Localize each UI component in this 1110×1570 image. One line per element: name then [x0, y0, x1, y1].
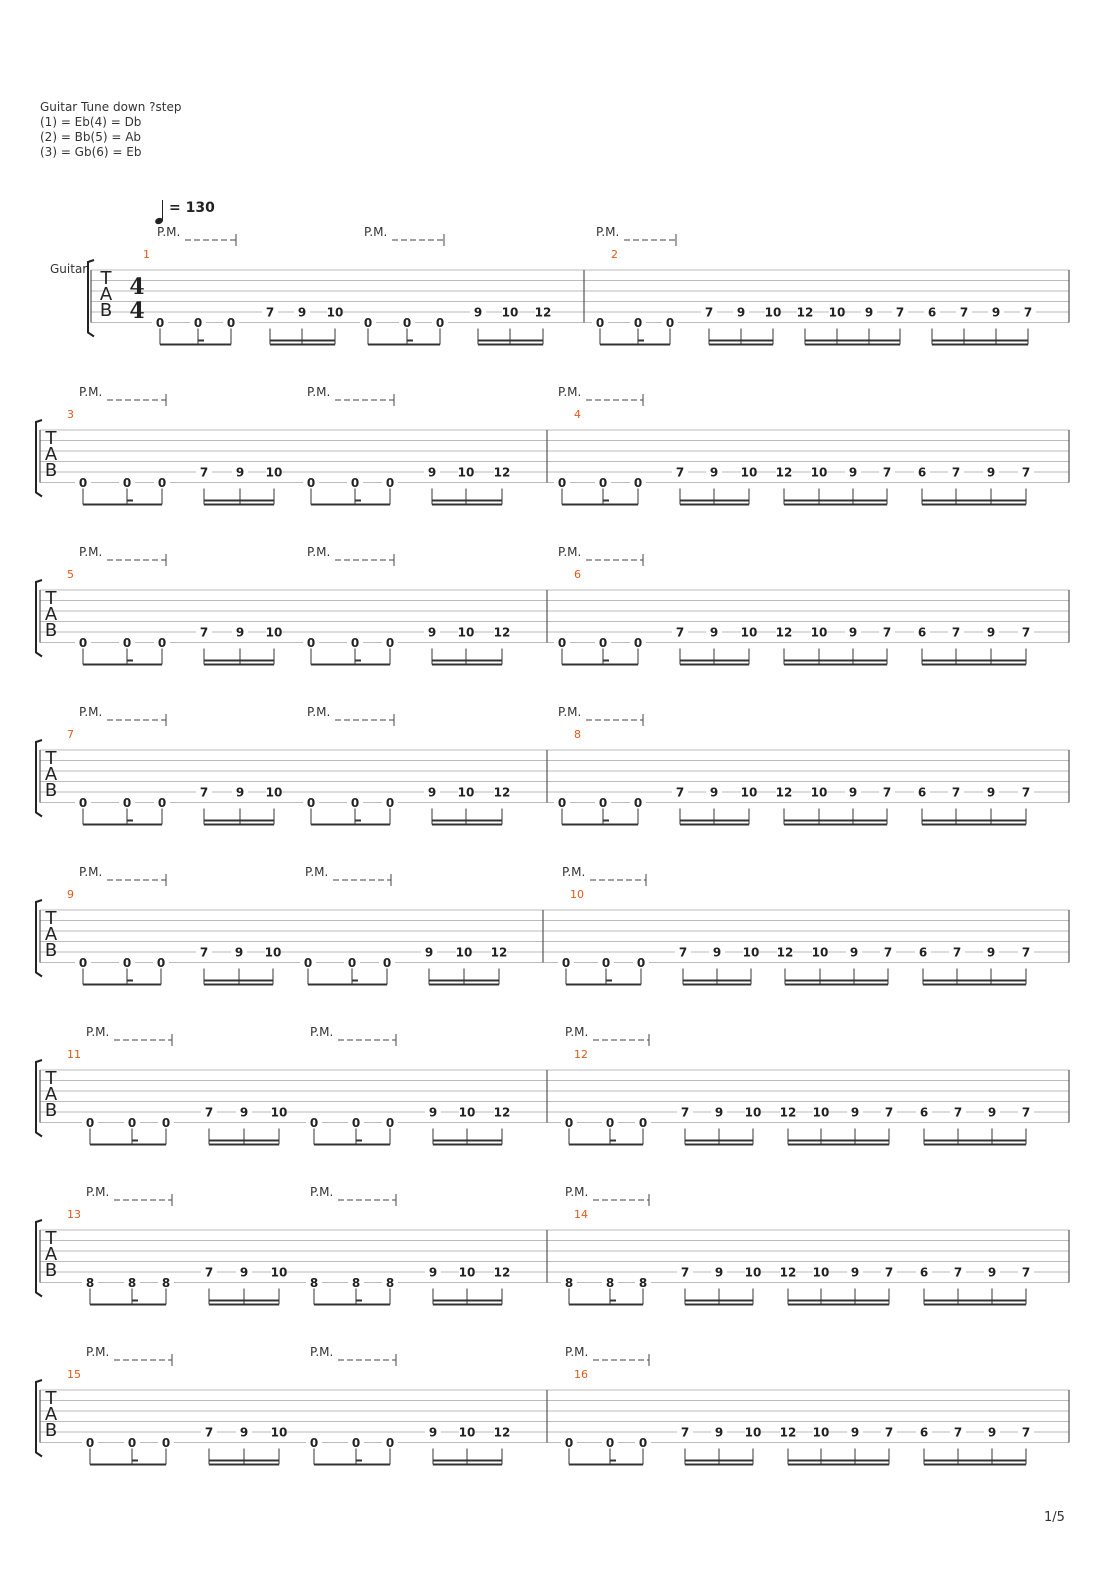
fret-number: 10: [810, 465, 828, 480]
fret-number: 0: [303, 956, 313, 970]
fret-number: 10: [457, 625, 475, 640]
fret-number: 0: [564, 1116, 574, 1130]
tuning-line: Guitar Tune down ?step: [40, 100, 182, 114]
fret-number: 9: [428, 1105, 438, 1120]
system-brace: [36, 740, 42, 817]
tab-letter: A: [44, 1404, 58, 1425]
fret-number: 7: [953, 1265, 963, 1280]
fret-number: 9: [709, 785, 719, 800]
tab-letter: T: [100, 268, 112, 289]
palm-mute-label: P.M.: [307, 705, 331, 719]
fret-number: 10: [742, 945, 760, 960]
fret-number: 10: [811, 945, 829, 960]
fret-number: 0: [226, 316, 236, 330]
fret-number: 0: [127, 1436, 137, 1450]
fret-number: 9: [235, 785, 245, 800]
fret-number: 8: [385, 1276, 395, 1290]
measure-number: 5: [67, 568, 74, 581]
fret-number: 7: [204, 1105, 214, 1120]
measure-number: 3: [67, 408, 74, 421]
fret-number: 0: [382, 956, 392, 970]
tab-letter: T: [45, 428, 57, 449]
fret-number: 0: [127, 1116, 137, 1130]
fret-number: 10: [458, 1105, 476, 1120]
palm-mute-label: P.M.: [79, 865, 103, 879]
fret-number: 0: [402, 316, 412, 330]
fret-number: 10: [455, 945, 473, 960]
fret-number: 9: [234, 945, 244, 960]
fret-number: 7: [895, 305, 905, 320]
fret-number: 7: [675, 625, 685, 640]
fret-number: 9: [239, 1105, 249, 1120]
fret-number: 9: [986, 625, 996, 640]
measure-number: 16: [574, 1368, 588, 1381]
fret-number: 6: [919, 1265, 929, 1280]
fret-number: 0: [557, 476, 567, 490]
fret-number: 12: [493, 1425, 511, 1440]
measure-number: 1: [143, 248, 150, 261]
fret-number: 9: [473, 305, 483, 320]
fret-number: 7: [1021, 625, 1031, 640]
fret-number: 8: [351, 1276, 361, 1290]
fret-number: 0: [122, 636, 132, 650]
fret-number: 7: [199, 945, 209, 960]
measure-number: 4: [574, 408, 581, 421]
fret-number: 12: [493, 1105, 511, 1120]
fret-number: 7: [951, 625, 961, 640]
fret-number: 9: [235, 625, 245, 640]
fret-number: 6: [919, 1425, 929, 1440]
tab-letter: T: [45, 748, 57, 769]
fret-number: 9: [849, 945, 859, 960]
fret-number: 10: [265, 465, 283, 480]
fret-number: 6: [927, 305, 937, 320]
palm-mute-label: P.M.: [305, 865, 329, 879]
fret-number: 7: [680, 1425, 690, 1440]
fret-number: 9: [297, 305, 307, 320]
tuning-line: (1) = Eb(4) = Db: [40, 115, 142, 129]
fret-number: 0: [155, 316, 165, 330]
fret-number: 0: [633, 796, 643, 810]
fret-number: 0: [78, 636, 88, 650]
measure-number: 6: [574, 568, 581, 581]
tab-letter: B: [44, 1420, 58, 1441]
tab-letter: B: [44, 1100, 58, 1121]
fret-number: 9: [714, 1425, 724, 1440]
fret-number: 10: [270, 1105, 288, 1120]
fret-number: 9: [714, 1265, 724, 1280]
fret-number: 7: [951, 465, 961, 480]
fret-number: 7: [1021, 1265, 1031, 1280]
fret-number: 7: [1021, 945, 1031, 960]
fret-number: 0: [78, 476, 88, 490]
time-signature-top: 4: [129, 274, 145, 300]
tab-letter: A: [44, 764, 58, 785]
fret-number: 7: [884, 1425, 894, 1440]
fret-number: 0: [350, 476, 360, 490]
measure-number: 15: [67, 1368, 81, 1381]
palm-mute-label: P.M.: [310, 1345, 334, 1359]
fret-number: 0: [78, 956, 88, 970]
fret-number: 7: [680, 1265, 690, 1280]
tab-letter: T: [45, 588, 57, 609]
fret-number: 8: [605, 1276, 615, 1290]
fret-number: 0: [665, 316, 675, 330]
tab-letter: B: [44, 460, 58, 481]
measure-number: 13: [67, 1208, 81, 1221]
fret-number: 0: [561, 956, 571, 970]
palm-mute-label: P.M.: [558, 705, 582, 719]
tab-letter: A: [44, 604, 58, 625]
fret-number: 0: [636, 956, 646, 970]
fret-number: 0: [598, 796, 608, 810]
fret-number: 0: [306, 476, 316, 490]
fret-number: 9: [848, 625, 858, 640]
fret-number: 10: [744, 1105, 762, 1120]
fret-number: 12: [493, 625, 511, 640]
palm-mute-label: P.M.: [86, 1185, 110, 1199]
time-signature-bottom: 4: [129, 298, 145, 324]
fret-number: 9: [850, 1425, 860, 1440]
fret-number: 8: [638, 1276, 648, 1290]
fret-number: 7: [675, 465, 685, 480]
fret-number: 12: [796, 305, 814, 320]
fret-number: 6: [917, 465, 927, 480]
tab-letter: B: [44, 1260, 58, 1281]
fret-number: 8: [309, 1276, 319, 1290]
fret-number: 7: [1021, 465, 1031, 480]
tab-letter: T: [45, 908, 57, 929]
palm-mute-label: P.M.: [157, 225, 181, 239]
fret-number: 10: [764, 305, 782, 320]
fret-number: 10: [740, 785, 758, 800]
fret-number: 12: [534, 305, 552, 320]
fret-number: 0: [350, 636, 360, 650]
fret-number: 0: [85, 1116, 95, 1130]
fret-number: 0: [385, 1436, 395, 1450]
fret-number: 0: [564, 1436, 574, 1450]
fret-number: 12: [493, 785, 511, 800]
fret-number: 9: [986, 785, 996, 800]
palm-mute-label: P.M.: [562, 865, 586, 879]
palm-mute-label: P.M.: [565, 1185, 589, 1199]
fret-number: 0: [351, 1436, 361, 1450]
fret-number: 6: [918, 945, 928, 960]
fret-number: 10: [810, 785, 828, 800]
measure-number: 9: [67, 888, 74, 901]
tab-letter: B: [44, 620, 58, 641]
fret-number: 0: [385, 476, 395, 490]
fret-number: 0: [363, 316, 373, 330]
palm-mute-label: P.M.: [596, 225, 620, 239]
palm-mute-label: P.M.: [310, 1185, 334, 1199]
fret-number: 0: [309, 1116, 319, 1130]
fret-number: 9: [709, 465, 719, 480]
fret-number: 9: [709, 625, 719, 640]
fret-number: 0: [156, 956, 166, 970]
fret-number: 7: [1021, 785, 1031, 800]
fret-number: 7: [884, 1265, 894, 1280]
fret-number: 0: [122, 956, 132, 970]
fret-number: 6: [919, 1105, 929, 1120]
tab-letter: B: [44, 780, 58, 801]
palm-mute-label: P.M.: [86, 1345, 110, 1359]
measure-number: 2: [611, 248, 618, 261]
fret-number: 12: [779, 1425, 797, 1440]
fret-number: 0: [157, 796, 167, 810]
fret-number: 10: [326, 305, 344, 320]
fret-number: 8: [85, 1276, 95, 1290]
fret-number: 9: [986, 945, 996, 960]
palm-mute-label: P.M.: [310, 1025, 334, 1039]
tab-letter: A: [44, 444, 58, 465]
palm-mute-label: P.M.: [79, 705, 103, 719]
fret-number: 0: [557, 636, 567, 650]
page-number: 1/5: [1044, 1510, 1065, 1525]
fret-number: 0: [385, 1116, 395, 1130]
fret-number: 12: [493, 465, 511, 480]
fret-number: 9: [712, 945, 722, 960]
measure-number: 14: [574, 1208, 588, 1221]
fret-number: 7: [882, 625, 892, 640]
fret-number: 0: [633, 316, 643, 330]
fret-number: 7: [199, 625, 209, 640]
tab-letter: A: [44, 1244, 58, 1265]
palm-mute-label: P.M.: [558, 385, 582, 399]
fret-number: 9: [850, 1265, 860, 1280]
fret-number: 9: [848, 785, 858, 800]
fret-number: 10: [744, 1265, 762, 1280]
fret-number: 12: [775, 625, 793, 640]
fret-number: 9: [987, 1265, 997, 1280]
fret-number: 9: [235, 465, 245, 480]
fret-number: 0: [193, 316, 203, 330]
fret-number: 10: [828, 305, 846, 320]
fret-number: 7: [1023, 305, 1033, 320]
palm-mute-label: P.M.: [364, 225, 388, 239]
palm-mute-label: P.M.: [307, 545, 331, 559]
fret-number: 0: [598, 476, 608, 490]
fret-number: 9: [239, 1265, 249, 1280]
system-brace: [36, 900, 42, 977]
fret-number: 0: [306, 796, 316, 810]
palm-mute-label: P.M.: [565, 1025, 589, 1039]
fret-number: 7: [953, 1105, 963, 1120]
fret-number: 7: [199, 465, 209, 480]
instrument-label: Guitar: [50, 262, 88, 276]
palm-mute-label: P.M.: [86, 1025, 110, 1039]
fret-number: 8: [127, 1276, 137, 1290]
system-brace: [36, 1220, 42, 1297]
palm-mute-label: P.M.: [79, 545, 103, 559]
fret-number: 7: [951, 785, 961, 800]
fret-number: 8: [564, 1276, 574, 1290]
fret-number: 9: [714, 1105, 724, 1120]
fret-number: 9: [987, 1425, 997, 1440]
measure-number: 10: [570, 888, 584, 901]
fret-number: 9: [239, 1425, 249, 1440]
fret-number: 0: [347, 956, 357, 970]
fret-number: 0: [638, 1116, 648, 1130]
fret-number: 9: [864, 305, 874, 320]
fret-number: 9: [850, 1105, 860, 1120]
fret-number: 7: [678, 945, 688, 960]
fret-number: 9: [736, 305, 746, 320]
tab-letter: A: [44, 1084, 58, 1105]
fret-number: 10: [458, 1265, 476, 1280]
fret-number: 9: [428, 1425, 438, 1440]
fret-number: 12: [775, 785, 793, 800]
fret-number: 7: [204, 1425, 214, 1440]
fret-number: 10: [457, 465, 475, 480]
measure-number: 7: [67, 728, 74, 741]
tab-letter: T: [45, 1068, 57, 1089]
fret-number: 7: [952, 945, 962, 960]
fret-number: 9: [428, 1265, 438, 1280]
fret-number: 0: [385, 796, 395, 810]
fret-number: 12: [779, 1105, 797, 1120]
fret-number: 9: [427, 785, 437, 800]
fret-number: 0: [350, 796, 360, 810]
fret-number: 12: [776, 945, 794, 960]
fret-number: 10: [270, 1425, 288, 1440]
system-brace: [36, 1060, 42, 1137]
fret-number: 0: [122, 476, 132, 490]
fret-number: 0: [309, 1436, 319, 1450]
fret-number: 10: [264, 945, 282, 960]
fret-number: 7: [882, 785, 892, 800]
fret-number: 9: [427, 625, 437, 640]
fret-number: 0: [595, 316, 605, 330]
fret-number: 7: [204, 1265, 214, 1280]
fret-number: 10: [265, 785, 283, 800]
fret-number: 10: [740, 625, 758, 640]
tab-letter: A: [99, 284, 113, 305]
system-brace: [36, 1380, 42, 1457]
fret-number: 0: [605, 1116, 615, 1130]
fret-number: 0: [78, 796, 88, 810]
palm-mute-label: P.M.: [565, 1345, 589, 1359]
fret-number: 7: [680, 1105, 690, 1120]
fret-number: 0: [385, 636, 395, 650]
tab-letter: T: [45, 1388, 57, 1409]
fret-number: 10: [744, 1425, 762, 1440]
fret-number: 9: [991, 305, 1001, 320]
palm-mute-label: P.M.: [558, 545, 582, 559]
fret-number: 0: [157, 476, 167, 490]
fret-number: 12: [490, 945, 508, 960]
fret-number: 10: [457, 785, 475, 800]
fret-number: 0: [351, 1116, 361, 1130]
tempo-value: = 130: [169, 200, 215, 216]
system-brace: [36, 580, 42, 657]
fret-number: 7: [199, 785, 209, 800]
tab-letter: A: [44, 924, 58, 945]
fret-number: 10: [458, 1425, 476, 1440]
fret-number: 0: [122, 796, 132, 810]
fret-number: 9: [987, 1105, 997, 1120]
fret-number: 6: [917, 785, 927, 800]
measure-number: 12: [574, 1048, 588, 1061]
fret-number: 0: [161, 1436, 171, 1450]
fret-number: 0: [85, 1436, 95, 1450]
tuning-line: (2) = Bb(5) = Ab: [40, 130, 142, 144]
fret-number: 7: [1021, 1425, 1031, 1440]
fret-number: 7: [265, 305, 275, 320]
fret-number: 7: [704, 305, 714, 320]
fret-number: 10: [265, 625, 283, 640]
fret-number: 6: [917, 625, 927, 640]
fret-number: 7: [882, 465, 892, 480]
fret-number: 7: [675, 785, 685, 800]
fret-number: 9: [427, 465, 437, 480]
fret-number: 9: [848, 465, 858, 480]
fret-number: 10: [812, 1425, 830, 1440]
fret-number: 12: [493, 1265, 511, 1280]
fret-number: 7: [953, 1425, 963, 1440]
fret-number: 7: [883, 945, 893, 960]
fret-number: 10: [740, 465, 758, 480]
tuning-line: (3) = Gb(6) = Eb: [40, 145, 142, 159]
fret-number: 12: [775, 465, 793, 480]
fret-number: 0: [306, 636, 316, 650]
fret-number: 8: [161, 1276, 171, 1290]
fret-number: 10: [270, 1265, 288, 1280]
fret-number: 7: [959, 305, 969, 320]
fret-number: 7: [1021, 1105, 1031, 1120]
fret-number: 10: [810, 625, 828, 640]
fret-number: 0: [157, 636, 167, 650]
fret-number: 10: [812, 1265, 830, 1280]
fret-number: 0: [161, 1116, 171, 1130]
system-brace: [36, 420, 42, 497]
fret-number: 9: [424, 945, 434, 960]
fret-number: 0: [557, 796, 567, 810]
palm-mute-label: P.M.: [79, 385, 103, 399]
tab-letter: T: [45, 1228, 57, 1249]
palm-mute-label: P.M.: [307, 385, 331, 399]
fret-number: 7: [884, 1105, 894, 1120]
fret-number: 10: [501, 305, 519, 320]
fret-number: 0: [638, 1436, 648, 1450]
measure-number: 11: [67, 1048, 81, 1061]
fret-number: 12: [779, 1265, 797, 1280]
fret-number: 0: [633, 636, 643, 650]
tab-letter: B: [99, 300, 113, 321]
tab-letter: B: [44, 940, 58, 961]
fret-number: 0: [601, 956, 611, 970]
fret-number: 10: [812, 1105, 830, 1120]
fret-number: 0: [633, 476, 643, 490]
fret-number: 0: [435, 316, 445, 330]
fret-number: 0: [605, 1436, 615, 1450]
fret-number: 9: [986, 465, 996, 480]
fret-number: 0: [598, 636, 608, 650]
measure-number: 8: [574, 728, 581, 741]
